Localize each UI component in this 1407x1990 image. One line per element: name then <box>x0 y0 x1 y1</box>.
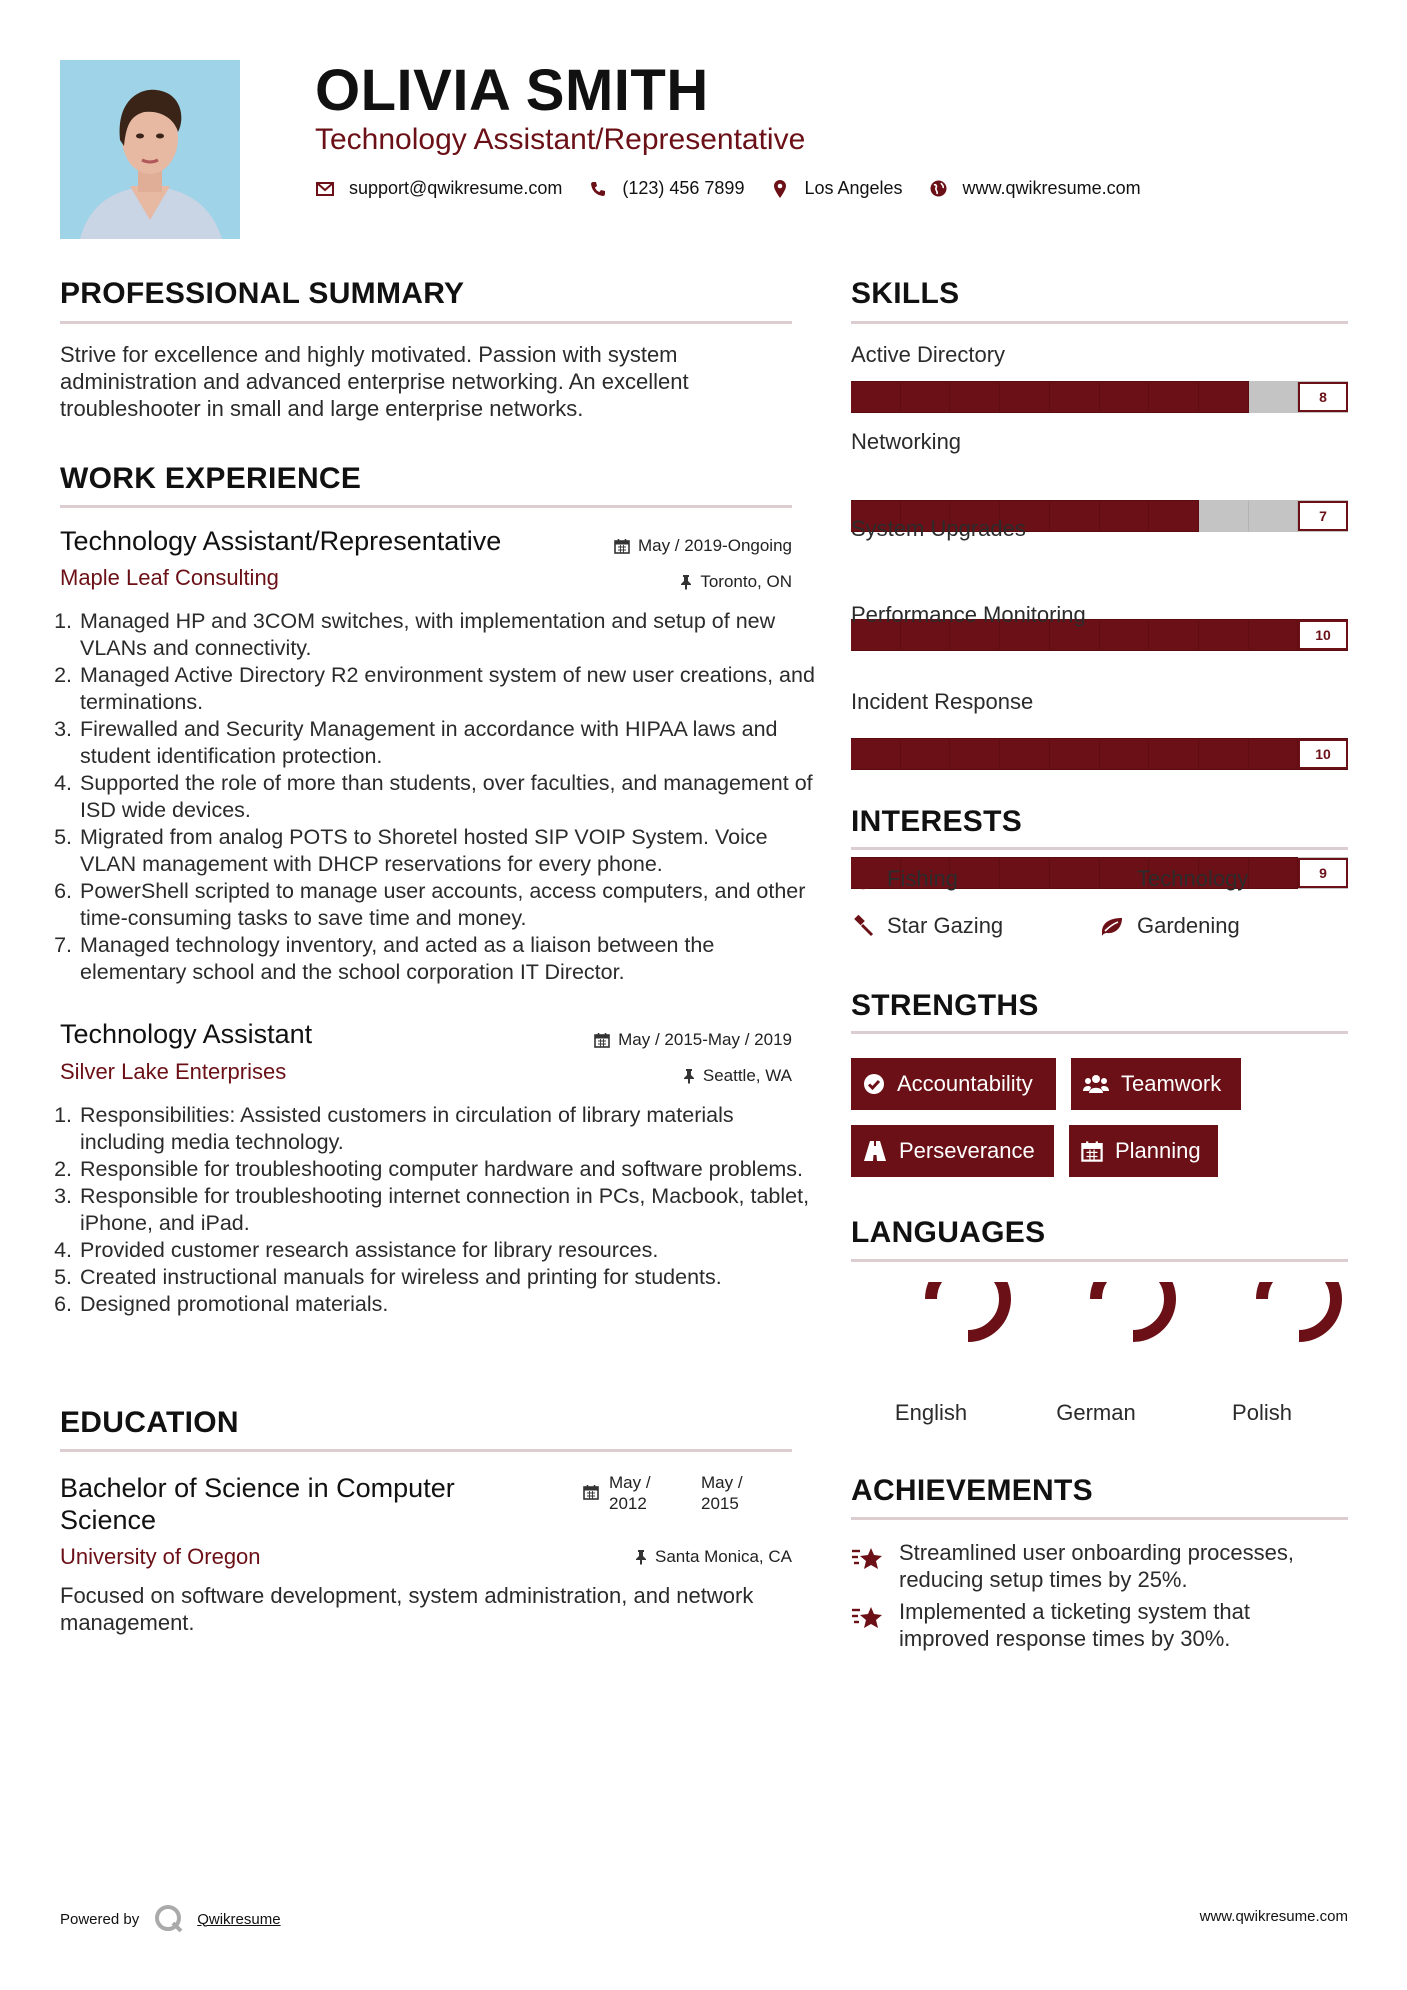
list-item: 7. Managed technology inventory, and acted as a liaison between the elementary school and the school corporation IT Director. <box>78 932 818 986</box>
list-item: 4. Provided customer research assistance for library resources. <box>78 1237 818 1264</box>
qwikresume-logo-icon <box>153 1904 187 1934</box>
achievement-text <box>899 1539 1294 1593</box>
skill-name: System Upgrades <box>851 516 1026 541</box>
calendar-icon <box>583 1484 599 1500</box>
job-location-text: Seattle, WA <box>702 1066 792 1085</box>
language-rings <box>851 1282 1348 1392</box>
achievement-text <box>899 1598 1250 1652</box>
calendar-icon <box>594 1032 610 1048</box>
skill-bar <box>851 381 1348 413</box>
summary-text: Strive for excellence and highly motivated. Passion with system administration and advanced enterprise networking. An excellent troubleshooter in small and large enterprise networks. <box>60 342 689 421</box>
end-year: 2015 <box>701 1494 739 1513</box>
phone-icon <box>588 179 608 199</box>
skill-score: 10 <box>1298 620 1348 650</box>
skill-segment <box>1199 500 1249 532</box>
language-label: German <box>1056 1400 1136 1425</box>
interest-label: Star Gazing <box>887 913 1004 938</box>
interest-item <box>851 866 958 892</box>
school-name: University of Oregon <box>60 1544 261 1569</box>
skill-segment <box>1249 857 1299 889</box>
job-location-text: Toronto, ON <box>700 572 792 591</box>
phone-text: (123) 456 7899 <box>622 178 745 198</box>
job-duties <box>58 1102 818 1318</box>
contact-email[interactable] <box>315 178 562 199</box>
list-item: 6. PowerShell scripted to manage user accounts, access computers, and other time-consuming tasks to save time and money. <box>78 878 818 932</box>
skill-segment <box>1149 500 1199 532</box>
interest-label: Gardening <box>1137 913 1240 938</box>
language-label: English <box>894 1400 968 1425</box>
interests-heading: INTERESTS <box>851 805 1023 838</box>
list-item: 5. Created instructional manuals for wireless and printing for students. <box>78 1264 818 1291</box>
list-item: 1. Responsibilities: Assisted customers in circulation of library materials including media technology. <box>78 1102 818 1156</box>
interest-label: Fishing <box>887 866 958 891</box>
job-dates <box>614 536 792 556</box>
strength-badge <box>851 1058 1056 1110</box>
skill-segment <box>1249 619 1299 651</box>
job-company: Maple Leaf Consulting <box>60 565 279 590</box>
work-divider <box>60 505 792 508</box>
skill-bar <box>851 738 1348 770</box>
achievement-line: Streamlined user onboarding processes, <box>899 1540 1295 1565</box>
skill-segment <box>1100 500 1150 532</box>
calendar-icon <box>1081 1140 1103 1162</box>
contact-website[interactable] <box>929 178 1141 199</box>
achievements-heading: ACHIEVEMENTS <box>851 1474 1093 1507</box>
language-ring <box>1096 1282 1170 1336</box>
gavel-icon <box>851 914 875 938</box>
start-year: 2012 <box>609 1494 647 1513</box>
job-dates-text: May / 2019-Ongoing <box>637 536 792 555</box>
strength-label: Teamwork <box>1121 1071 1222 1096</box>
achievement-item <box>851 1539 1348 1593</box>
contact-bar <box>315 178 1167 199</box>
strengths-heading: STRENGTHS <box>851 989 1039 1022</box>
skill-segment <box>1199 381 1249 413</box>
job-company: Silver Lake Enterprises <box>60 1059 287 1084</box>
skill-segment <box>901 738 951 770</box>
skill-segment <box>1199 738 1249 770</box>
achievement-line: improved response times by 30%. <box>899 1626 1231 1651</box>
strength-badge <box>851 1125 1054 1177</box>
job-duties <box>58 608 818 986</box>
globe-icon <box>929 179 949 199</box>
list-item: 2. Responsible for troubleshooting computer hardware and software problems. <box>78 1156 818 1183</box>
skill-segment <box>1249 500 1299 532</box>
strength-badge <box>1069 1125 1218 1177</box>
list-item: 6. Designed promotional materials. <box>78 1291 818 1318</box>
skill-segment <box>1100 619 1150 651</box>
pushpin-icon <box>635 1549 647 1565</box>
list-item: 5. Migrated from analog POTS to Shoretel hosted SIP VOIP System. Voice VLAN management with DHCP reservations for every phone. <box>78 824 818 878</box>
road-icon <box>863 1140 887 1162</box>
work-heading: WORK EXPERIENCE <box>60 462 362 495</box>
skill-segment <box>901 381 951 413</box>
achievement-item <box>851 1598 1348 1652</box>
skill-segment <box>1100 738 1150 770</box>
skill-segment <box>1149 381 1199 413</box>
skill-score: 10 <box>1298 739 1348 769</box>
strength-label: Planning <box>1115 1138 1201 1163</box>
list-item: 4. Supported the role of more than students, over faculties, and management of ISD wide devices. <box>78 770 818 824</box>
skill-score: 8 <box>1298 382 1348 412</box>
profile-photo <box>60 60 240 239</box>
job-dates-text: May / 2015-May / 2019 <box>618 1030 792 1049</box>
job-location <box>680 572 792 592</box>
skill-segment <box>1249 738 1299 770</box>
education-location-text: Santa Monica, CA <box>654 1547 792 1566</box>
education-heading: EDUCATION <box>60 1406 239 1439</box>
candidate-name: OLIVIA SMITH <box>315 58 709 123</box>
languages-heading: LANGUAGES <box>851 1216 1046 1249</box>
skill-segment <box>1149 619 1199 651</box>
interest-item <box>1101 866 1248 892</box>
footer-powered <box>60 1904 281 1934</box>
skill-segment <box>1050 500 1100 532</box>
strength-label: Perseverance <box>899 1138 1035 1163</box>
envelope-icon <box>315 179 335 199</box>
location-text: Los Angeles <box>804 178 903 198</box>
skill-segment <box>950 738 1000 770</box>
list-item: 3. Responsible for troubleshooting internet connection in PCs, Macbook, tablet, iPhone, and iPad. <box>78 1183 818 1237</box>
interest-item <box>1099 913 1240 939</box>
job-title: Technology Assistant <box>60 1019 313 1049</box>
language-ring <box>1262 1282 1336 1336</box>
languages-divider <box>851 1259 1348 1262</box>
job-location <box>683 1066 792 1086</box>
languages-list <box>851 1282 1348 1432</box>
powered-by-text: Powered by <box>60 1910 140 1928</box>
anchor-icon <box>851 867 875 891</box>
language-label: Polish <box>1232 1400 1292 1425</box>
interests-divider <box>851 847 1348 850</box>
interest-item <box>851 913 1003 939</box>
degree-title <box>60 1472 560 1536</box>
skill-segment <box>950 381 1000 413</box>
skill-segment <box>1000 738 1050 770</box>
achievement-line: reducing setup times by 25%. <box>899 1567 1188 1592</box>
job-title: Technology Assistant/Representative <box>60 526 502 556</box>
skill-name: Performance Monitoring <box>851 602 1086 627</box>
strength-badge <box>1071 1058 1241 1110</box>
pushpin-icon <box>683 1068 695 1084</box>
summary-divider <box>60 321 792 324</box>
candidate-role: Technology Assistant/Representative <box>315 123 806 156</box>
end-month: May / <box>701 1473 743 1492</box>
degree-line-1: Bachelor of Science in Computer <box>60 1473 455 1503</box>
skill-score: 7 <box>1298 501 1348 531</box>
map-marker-icon <box>770 179 790 199</box>
skill-segment <box>1100 381 1150 413</box>
skill-segment <box>1050 857 1100 889</box>
contact-location <box>770 178 902 199</box>
skill-segment <box>1050 738 1100 770</box>
job-dates <box>594 1030 792 1050</box>
shooting-star-icon <box>851 1545 885 1575</box>
brand-link[interactable]: Qwikresume <box>197 1910 281 1928</box>
skill-segment <box>1199 619 1249 651</box>
skill-segment <box>851 381 901 413</box>
start-month: May / <box>609 1473 651 1492</box>
skill-segment <box>1000 857 1050 889</box>
skill-name: Networking <box>851 429 962 454</box>
summary-heading: PROFESSIONAL SUMMARY <box>60 277 465 310</box>
footer-website[interactable]: www.qwikresume.com <box>1199 1908 1348 1925</box>
email-text: support@qwikresume.com <box>349 178 563 198</box>
skill-name: Incident Response <box>851 689 1034 714</box>
users-icon <box>1083 1073 1109 1095</box>
education-dates <box>583 1472 743 1514</box>
check-circle-icon <box>863 1073 885 1095</box>
degree-line-2: Science <box>60 1505 157 1535</box>
shooting-star-icon <box>851 1604 885 1634</box>
skill-segment <box>1249 381 1299 413</box>
language-ring <box>931 1282 1005 1336</box>
achievement-line: Implemented a ticketing system that <box>899 1599 1250 1624</box>
strength-label: Accountability <box>897 1071 1033 1096</box>
education-description: Focused on software development, system administration, and network management. <box>60 1583 754 1635</box>
education-divider <box>60 1449 792 1452</box>
strengths-divider <box>851 1031 1348 1034</box>
skill-name: Active Directory <box>851 342 1006 367</box>
leaf-icon <box>1099 914 1125 938</box>
skills-divider <box>851 321 1348 324</box>
contact-phone[interactable] <box>588 178 744 199</box>
pushpin-icon <box>680 574 692 590</box>
skill-segment <box>1000 381 1050 413</box>
skill-segment <box>1050 381 1100 413</box>
skills-heading: SKILLS <box>851 277 960 310</box>
list-item: 1. Managed HP and 3COM switches, with implementation and setup of new VLANs and connectivity. <box>78 608 818 662</box>
website-text: www.qwikresume.com <box>962 178 1141 198</box>
skill-segment <box>1149 738 1199 770</box>
interest-label: Technology <box>1137 866 1249 891</box>
calendar-icon <box>614 538 630 554</box>
achievements-divider <box>851 1517 1348 1520</box>
skill-score: 9 <box>1298 858 1348 888</box>
skill-segment <box>851 738 901 770</box>
list-item: 2. Managed Active Directory R2 environment system of new user creations, and terminations. <box>78 662 818 716</box>
laptop-icon <box>1101 867 1125 891</box>
list-item: 3. Firewalled and Security Management in accordance with HIPAA laws and student identification protection. <box>78 716 818 770</box>
education-location <box>635 1547 792 1567</box>
